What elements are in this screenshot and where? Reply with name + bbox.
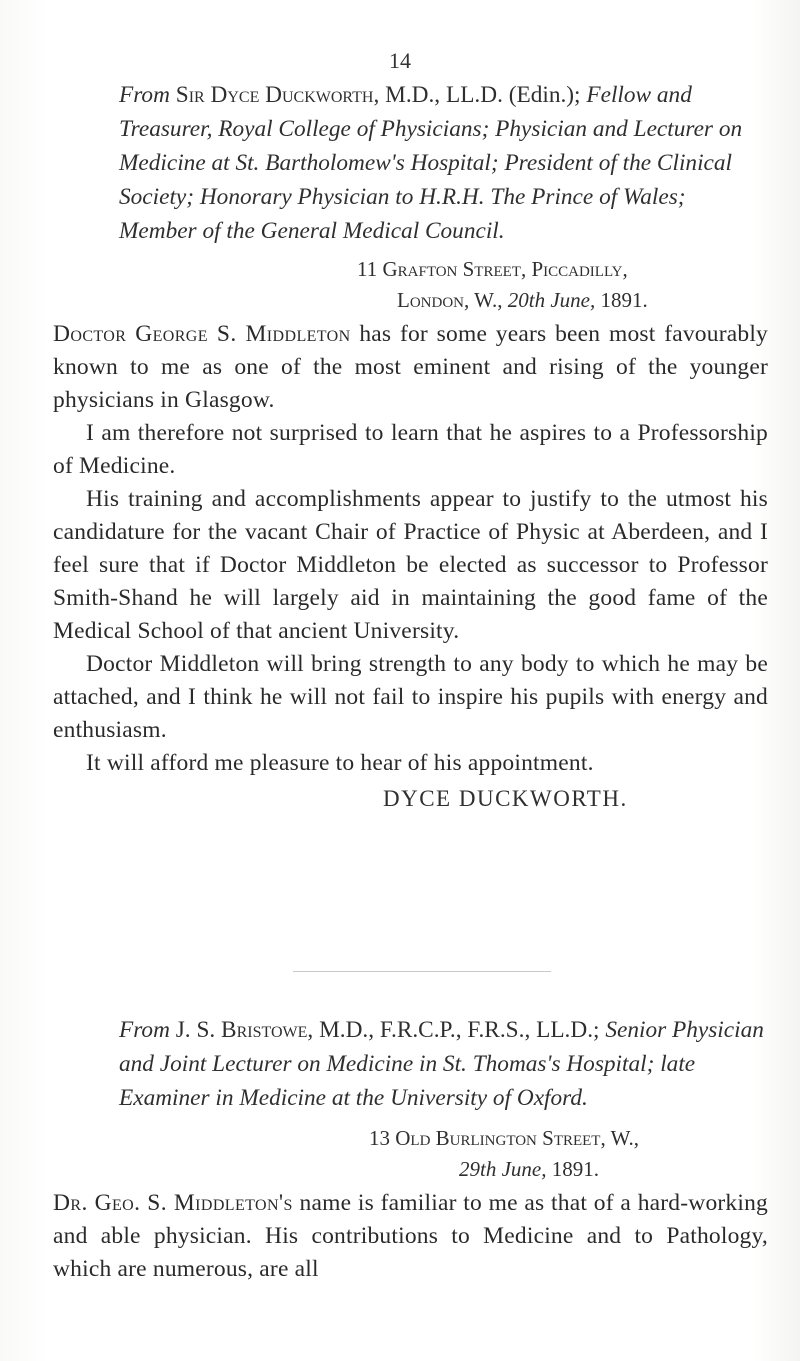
signature: DYCE DUCKWORTH. — [383, 786, 628, 811]
date-line — [357, 285, 768, 316]
address-line: 13 Old Burlington Street, W., — [369, 1126, 639, 1150]
address-block — [53, 1123, 768, 1185]
from-label: From — [119, 82, 170, 108]
from-label: From — [119, 1017, 170, 1043]
paragraph — [53, 1187, 768, 1286]
paragraph: I am therefore not surprised to learn that he aspires to a Professorship of Medicine. — [53, 420, 768, 479]
sender-heading — [119, 1013, 768, 1115]
date-city: London, W., — [397, 288, 503, 312]
letter-body — [53, 318, 768, 780]
date-day: 29th June, — [459, 1157, 547, 1181]
sender-heading — [119, 78, 768, 248]
paragraph — [53, 318, 768, 417]
lead-name: Dr. Geo. S. Middleton's — [53, 1190, 293, 1216]
date-year: 1891. — [600, 288, 648, 312]
date-line — [369, 1154, 768, 1185]
date-day: 20th June, — [507, 288, 596, 312]
sender-name: Sir Dyce Duckworth, — [175, 82, 380, 108]
page-number: 14 — [389, 48, 411, 73]
letter-bristowe — [53, 1013, 768, 1286]
address-block — [53, 254, 768, 316]
sender-titles: Fellow and Treasurer, Royal College of Physicians; Physician and Lecturer on Medicine at St. Bartholomew's Hospital; President of the Clinical Society; Honorary Physician to H.R.H. The Prince of Wales; Member of the General Medical Council. — [119, 82, 743, 244]
section-divider — [293, 971, 551, 972]
paragraph-text: name is familiar to me as that of a hard-working and able physician. His contributions to Medicine and to Pathology, which are numerous, are all — [53, 1190, 768, 1282]
date-year: 1891. — [551, 1157, 599, 1181]
sender-name: J. S. Bristowe, — [175, 1017, 314, 1043]
paragraph-text: has for some years been most favourably known to me as one of the most eminent and rising of the younger physicians in Glasgow. — [53, 321, 768, 413]
sender-degrees: M.D., LL.D. (Edin.); — [385, 82, 581, 108]
sender-titles: Senior Physician and Joint Lecturer on Medicine in St. Thomas's Hospital; late Examiner in Medicine at the University of Oxford. — [119, 1017, 764, 1111]
address-line: 11 Grafton Street, Piccadilly, — [357, 257, 628, 281]
sender-degrees: M.D., F.R.C.P., F.R.S., LL.D.; — [319, 1017, 600, 1043]
paragraph: It will afford me pleasure to hear of his appointment. — [86, 750, 594, 776]
letter-duckworth — [53, 78, 768, 818]
letter-body — [53, 1187, 768, 1286]
paragraph: His training and accomplishments appear to justify to the utmost his candidature for the vacant Chair of Practice of Physic at Aberdeen, and I feel sure that if Doctor Middleton be elected as successor to Professor Smith-Shand he will largely aid in maintaining the good fame of the Medical School of that ancient University. — [53, 486, 768, 644]
lead-name: Doctor George S. Middleton — [53, 321, 351, 347]
paragraph: Doctor Middleton will bring strength to any body to which he may be attached, and I think he will not fail to inspire his pupils with energy and enthusiasm. — [53, 651, 768, 743]
